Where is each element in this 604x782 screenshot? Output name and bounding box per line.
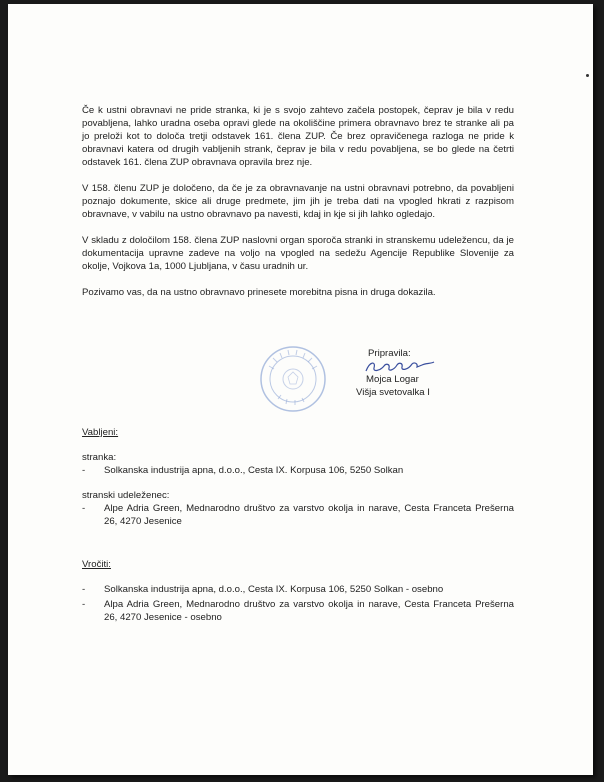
document-page	[8, 4, 593, 775]
delivery-item-2	[82, 598, 514, 624]
invited-heading: Vabljeni:	[82, 427, 119, 438]
delivery-heading: Vročiti:	[82, 559, 111, 570]
official-stamp-icon	[258, 344, 328, 414]
delivery-text-1: Solkanska industrija apna, d.o.o., Cesta IX. Korpusa 106, 5250 Solkan - osebno	[104, 584, 444, 595]
side-participant-text: Alpe Adria Green, Mednarodno društvo za varstvo okolja in narave, Cesta Franceta Prešerna 26, 4270 Jesenice	[104, 503, 514, 527]
signatory-title: Višja svetovalka I	[356, 387, 430, 398]
bullet-dash: -	[82, 503, 86, 514]
side-participant-item	[82, 502, 514, 528]
handwritten-signature-icon	[364, 359, 436, 375]
delivery-item-1	[82, 583, 514, 596]
paragraph-1: Če k ustni obravnavi ne pride stranka, ki je s svojo zahtevo začela postopek, čeprav je bila v redu povabljena, lahko uradna oseba opravi glede na okoliščine primera obravnavo brez te stranke ali pa jo preloži kot to določa tretji odstavek 161. člena ZUP. Če brez opravičenega razloga ne pride k obravnavi katera od drugih vabljenih strank, čeprav je bila v redu povabljena, se bo glede na četrti odstavek 161. člena ZUP obravnava opravila brez nje.	[82, 105, 514, 168]
party-item	[82, 464, 514, 477]
bullet-dash: -	[82, 584, 86, 595]
party-label: stranka:	[82, 452, 117, 463]
signature-label: Pripravila:	[368, 348, 411, 359]
side-participant-label: stranski udeleženec:	[82, 490, 170, 501]
scan-mark	[586, 74, 589, 77]
bullet-dash: -	[82, 465, 86, 476]
signature-block	[356, 347, 430, 399]
paragraph-3: V skladu z določilom 158. člena ZUP naslovni organ sporoča stranki in stranskemu udeležencu, da je dokumentacija upravne zadeve na voljo na vpogled na sedežu Agencije Republike Slovenije za okolje, Vojkova 1a, 1000 Ljubljana, v času uradnih ur.	[82, 235, 514, 272]
signatory-name: Mojca Logar	[366, 374, 419, 385]
paragraph-4: Pozivamo vas, da na ustno obravnavo prinesete morebitna pisna in druga dokazila.	[82, 287, 436, 298]
bullet-dash: -	[82, 599, 86, 610]
delivery-text-2: Alpa Adria Green, Mednarodno društvo za varstvo okolja in narave, Cesta Franceta Prešerna 26, 4270 Jesenice - osebno	[104, 599, 514, 623]
party-text: Solkanska industrija apna, d.o.o., Cesta IX. Korpusa 106, 5250 Solkan	[104, 465, 404, 476]
paragraph-2: V 158. členu ZUP je določeno, da če je za obravnavanje na ustni obravnavi potrebno, da povabljeni poznajo dokumente, skice ali druge predmete, jim jih je treba dati na vpogled hkrati z razpisom obravnave, v vabilu na ustno obravnavo pa navesti, kdaj in kje si jih lahko ogledajo.	[82, 183, 514, 220]
